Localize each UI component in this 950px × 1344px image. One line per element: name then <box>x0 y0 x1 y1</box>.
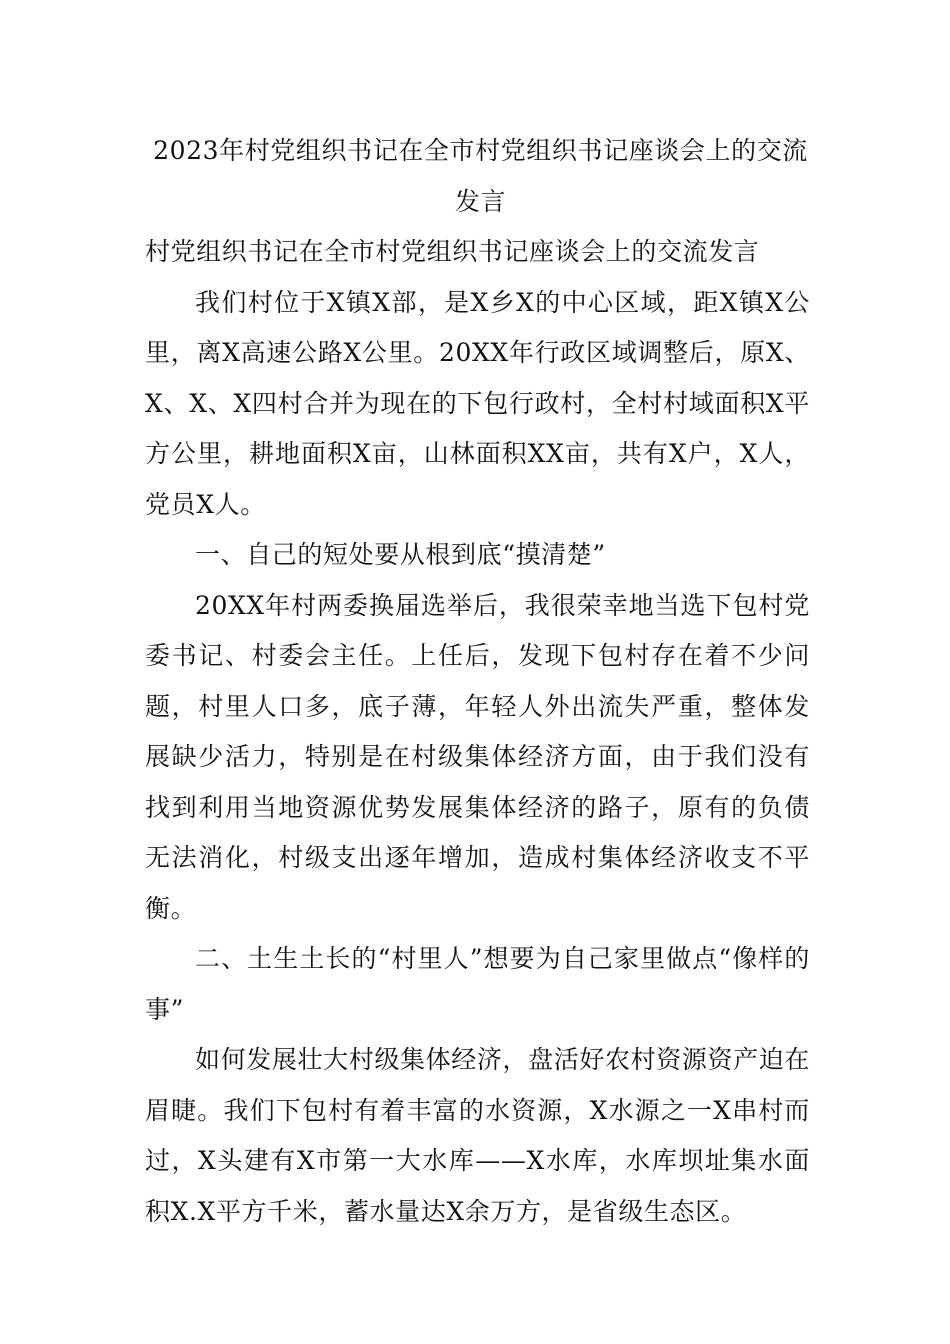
document-title: 2023年村党组织书记在全市村党组织书记座谈会上的交流发言 <box>153 136 808 216</box>
paragraph-intro: 我们村位于X镇X部，是X乡X的中心区域，距X镇X公里，离X高速公路X公里。20XX年行政区域调整后，原X、X、X、X四村合并为现在的下包行政村，全村村域面积X平方公里，耕地面积X亩，山林面积XX亩，共有X户，X人，党员X人。 <box>145 287 810 519</box>
section-heading-2: 二、土生土长的“村里人”想要为自己家里做点“像样的事” <box>145 944 810 1024</box>
document-subtitle: 村党组织书记在全市村党组织书记座谈会上的交流发言 <box>145 237 760 266</box>
section-heading-1: 一、自己的短处要从根到底“摸清楚” <box>195 540 606 569</box>
document-body <box>145 126 810 1237</box>
paragraph-section-2: 如何发展壮大村级集体经济，盘活好农村资源资产迫在眉睫。我们下包村有着丰富的水资源，X水源之一X串村而过，X头建有X市第一大水库——X水库，水库坝址集水面积X.X平方千米，蓄水量达X余万方，是省级生态区。 <box>145 1045 810 1226</box>
paragraph-section-1: 20XX年村两委换届选举后，我很荣幸地当选下包村党委书记、村委会主任。上任后，发现下包村存在着不少问题，村里人口多，底子薄，年轻人外出流失严重，整体发展缺少活力，特别是在村级集体经济方面，由于我们没有找到利用当地资源优势发展集体经济的路子，原有的负债无法消化，村级支出逐年增加，造成村集体经济收支不平衡。 <box>145 590 810 923</box>
